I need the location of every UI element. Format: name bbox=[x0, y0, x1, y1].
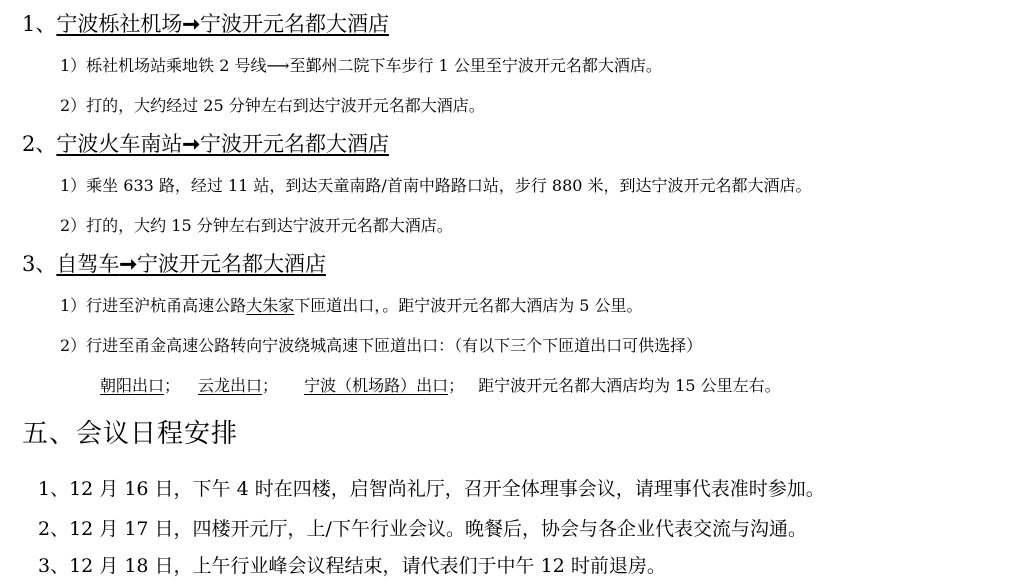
route2-title bbox=[56, 132, 389, 156]
exit-chaoyang: 朝阳出口 bbox=[100, 376, 165, 395]
route3-to: 宁波开元名都大酒店 bbox=[136, 252, 326, 276]
route3-item1-prefix: 1）行进至沪杭甬高速公路 bbox=[60, 296, 247, 315]
route2-item-2: 2）打的，大约 15 分钟左右到达宁波开元名都大酒店。 bbox=[60, 216, 453, 235]
exit-dazhujia: 大朱家 bbox=[246, 296, 295, 315]
exit-note: 距宁波开元名都大酒店均为 15 公里左右。 bbox=[478, 376, 781, 395]
route3-number: 3、 bbox=[22, 252, 57, 276]
route1-number: 1、 bbox=[22, 12, 57, 36]
route2-arrow-icon: ➞ bbox=[182, 131, 200, 156]
route3-arrow-icon: ➞ bbox=[119, 251, 137, 276]
route2-from: 宁波火车南站 bbox=[56, 132, 183, 156]
route3-item-1 bbox=[60, 293, 643, 316]
schedule-item-3: 3、12 月 18 日，上午行业峰会议程结束，请代表们于中午 12 时前退房。 bbox=[38, 555, 666, 577]
route1-heading bbox=[22, 8, 389, 38]
exit-separator: ； bbox=[262, 376, 279, 395]
route2-item-1: 1）乘坐 633 路，经过 11 站，到达天童南路/首南中路路口站，步行 880 米，到达宁波开元名都大酒店。 bbox=[60, 176, 812, 195]
exit-separator: ； bbox=[448, 376, 465, 395]
route3-item1-suffix: 下匝道出口，。距宁波开元名都大酒店为 5 公里。 bbox=[294, 296, 643, 315]
route1-title bbox=[56, 12, 389, 36]
route1-to: 宁波开元名都大酒店 bbox=[199, 12, 389, 36]
exit-ningbo-airport-road: 宁波（机场路）出口 bbox=[304, 376, 449, 395]
route2-to: 宁波开元名都大酒店 bbox=[199, 132, 389, 156]
section5-title: 五、会议日程安排 bbox=[22, 419, 239, 449]
route1-arrow-icon: ➞ bbox=[182, 11, 200, 36]
schedule-item-1: 1、12 月 16 日，下午 4 时在四楼，启智尚礼厅，召开全体理事会议，请理事代表准时参加。 bbox=[38, 478, 825, 500]
route1-item-1: 1）栎社机场站乘地铁 2 号线⟶至鄞州二院下车步行 1 公里至宁波开元名都大酒店。 bbox=[60, 56, 662, 75]
route2-heading bbox=[22, 128, 389, 158]
route3-title bbox=[56, 252, 326, 276]
route3-exits bbox=[100, 373, 781, 396]
route1-item-2: 2）打的，大约经过 25 分钟左右到达宁波开元名都大酒店。 bbox=[60, 96, 485, 115]
route3-item-2: 2）行进至甬金高速公路转向宁波绕城高速下匝道出口：（有以下三个下匝道出口可供选择） bbox=[60, 336, 703, 355]
exit-yunlong: 云龙出口 bbox=[198, 376, 263, 395]
route2-number: 2、 bbox=[22, 132, 57, 156]
schedule-item-2: 2、12 月 17 日，四楼开元厅，上/下午行业会议。晚餐后，协会与各企业代表交流与沟通。 bbox=[38, 518, 807, 540]
route3-from: 自驾车 bbox=[56, 252, 120, 276]
route3-heading bbox=[22, 248, 326, 278]
exit-separator: ； bbox=[164, 376, 181, 395]
route1-from: 宁波栎社机场 bbox=[56, 12, 183, 36]
